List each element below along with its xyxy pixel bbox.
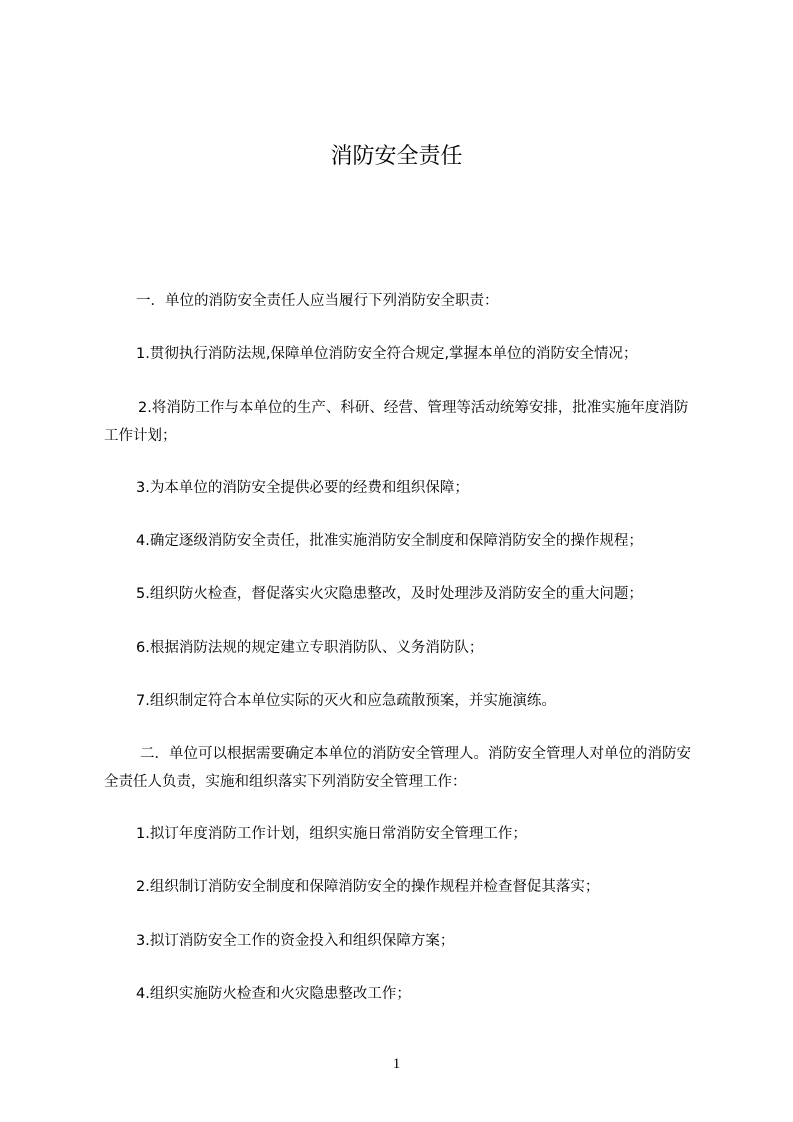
section-heading-2: 二．单位可以根据需要确定本单位的消防安全管理人。消防安全管理人对单位的消防安全责任人负责，实施和组织落实下列消防安全管理工作： (104, 746, 691, 790)
page-number: 1 (392, 1056, 401, 1072)
section-heading-1: 一．单位的消防安全责任人应当履行下列消防安全职责： (136, 293, 499, 309)
document-title: 消防安全责任 (330, 144, 463, 169)
paragraph-item-1-7: 7.组织制定符合本单位实际的灭火和应急疏散预案，并实施演练。 (136, 693, 556, 709)
paragraph-item-1-3: 3.为本单位的消防安全提供必要的经费和组织保障； (136, 480, 469, 496)
paragraph-item-2-4: 4.组织实施防火检查和火灾隐患整改工作； (136, 986, 411, 1002)
paragraph-item-1-1: 1.贯彻执行消防法规,保障单位消防安全符合规定,掌握本单位的消防安全情况； (136, 346, 638, 362)
paragraph-item-2-2: 2.组织制订消防安全制度和保障消防安全的操作规程并检查督促其落实； (136, 879, 600, 895)
paragraph-item-1-5: 5.组织防火检查，督促落实火灾隐患整改，及时处理涉及消防安全的重大问题； (136, 586, 643, 602)
paragraph-item-2-1: 1.拟订年度消防工作计划，组织实施日常消防安全管理工作； (136, 826, 527, 842)
paragraph-item-1-6: 6.根据消防法规的规定建立专职消防队、义务消防队； (136, 640, 484, 656)
paragraph-item-1-2: 2.将消防工作与本单位的生产、科研、经营、管理等活动统筹安排，批准实施年度消防工作计划； (104, 400, 689, 444)
paragraph-item-1-4: 4.确定逐级消防安全责任，批准实施消防安全制度和保障消防安全的操作规程； (136, 533, 643, 549)
paragraph-item-2-3: 3.拟订消防安全工作的资金投入和组织保障方案； (136, 933, 455, 949)
